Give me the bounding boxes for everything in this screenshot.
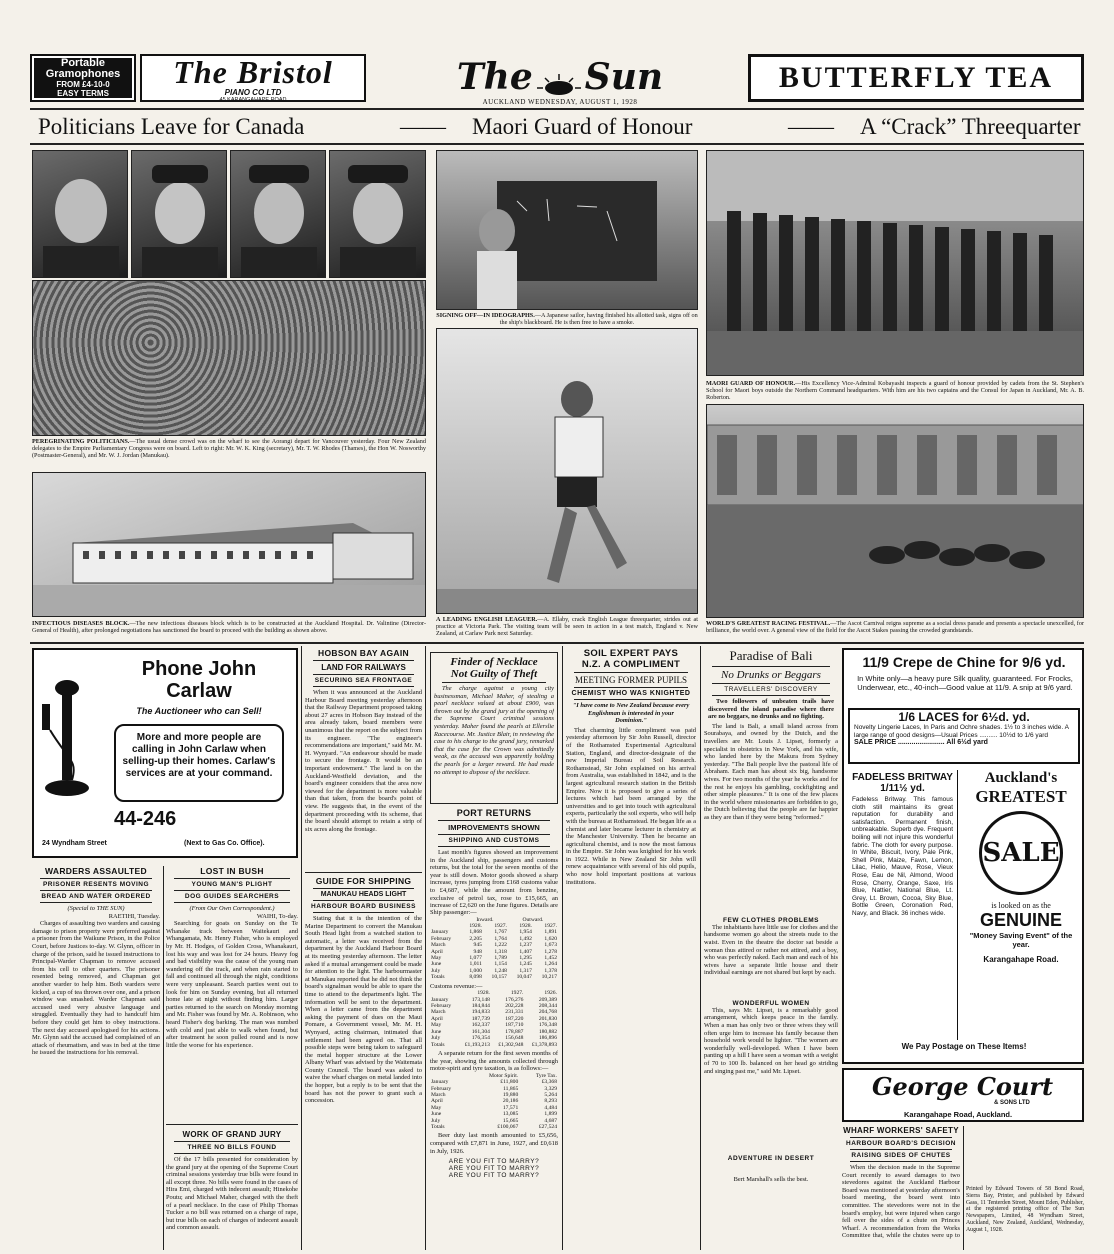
gramophone-line1: Portable xyxy=(60,57,105,69)
table-row: February 11,865 3,329 xyxy=(431,1085,557,1092)
carlaw-phone: 44-246 xyxy=(114,808,177,830)
soil-article xyxy=(566,648,696,1250)
port-article xyxy=(430,808,558,1250)
warders-article xyxy=(32,866,160,1250)
fit-to-marry-3: ARE YOU FIT TO MARRY? xyxy=(448,1172,540,1180)
laces-head: 1/6 LACES for 6½d. yd. xyxy=(898,710,1030,724)
hospital-caption xyxy=(32,620,426,634)
lost-sub2: DOG GUIDES SEARCHERS xyxy=(184,893,280,900)
sailor-caption xyxy=(436,312,698,326)
hospital-caption-text: —The new infectious diseases block which is to be constructed at the Auckland Hospital. Dr. Valintine (Director-General of Health), after prolonged negotiations has sanctioned the board to proceed with the building as shown above. xyxy=(32,620,427,635)
greatest-is-looked: is looked on as the xyxy=(991,901,1051,910)
banner-rule xyxy=(30,143,1084,145)
table-row: April 20,186 8,293 xyxy=(431,1098,557,1105)
table-row: March 194,833 231,331 204,768 xyxy=(431,1009,557,1016)
guide-article xyxy=(305,876,422,1250)
bali-sub3: FEW CLOTHES PROBLEMS xyxy=(723,916,819,924)
lost-special: (From Our Own Correspondent.) xyxy=(189,905,275,912)
photo-section-rule xyxy=(30,642,1084,644)
col-sep-3 xyxy=(562,646,563,1250)
table-row: March 945 1,222 1,237 1,673 xyxy=(431,942,557,949)
league-caption-head: A LEADING ENGLISH LEAGUER. xyxy=(436,616,538,623)
table-row: April 187,739 187,220 201,830 xyxy=(431,1015,557,1022)
banner-dash1: —— xyxy=(400,114,446,139)
customs-years-row: 1928. 1927. 1926. xyxy=(477,990,557,997)
necklace-body: The charge against a young city businessman, Michael Maher, of stealing a pearl necklace valued at about £900, was thrown out by the grand jury at the opening of the Supreme Court criminal sessions yesterday. Maher found the pearls at Ellerslie Racecourse. Mr. Justice Blair, in reviewing the case to his charge to the grand jury, remarked that the case for the Crown was admittedly weak, as the accused was apparently holding the pearls for a larger reward. He had made no attempt to dispose of the necklace. xyxy=(434,685,554,776)
table-row: January 1,868 1,767 1,954 1,891 xyxy=(431,929,557,936)
hobson-sub1: LAND FOR RAILWAYS xyxy=(321,663,406,672)
soil-sub2: CHEMIST WHO WAS KNIGHTED xyxy=(571,690,691,697)
port-ship-label: Ship passenger:— xyxy=(430,909,477,916)
wharf-left xyxy=(842,1126,960,1250)
sailor-caption-head: SIGNING OFF—IN IDEOGRAPHS. xyxy=(436,312,535,319)
port-beer: Beer duty last month amounted to £5,656, compared with £7,871 in June, 1927, and £0,618 in July, 1926. xyxy=(430,1132,558,1155)
greatest-genuine: GENUINE xyxy=(979,910,1062,930)
maori-caption xyxy=(706,380,1084,402)
portraits-row xyxy=(32,150,426,278)
laces-box xyxy=(848,708,1080,764)
carlaw-tagline: The Auctioneer who can Sell! xyxy=(136,706,262,716)
wharf-imprint: Printed by Edward Towers of 58 Bond Road, Sierra Bay, Printer, and published by Edward Gass, 11 Tenterden Street, Mount Eden, Publisher, at the registered printing office of The Sun Newspapers, Limited, 48 Wyndham Street, Auckland, New Zealand, Auckland, Wednesday, August 1, 1928. xyxy=(966,1186,1084,1233)
racing-caption-text: —The Ascot Carnival reigns supreme as a social dress parade and presents a spectacle unexcelled, for brilliance, the world over. A general view of the field for the Ascot Stakes passing the crowded grandstands. xyxy=(706,620,1085,635)
table-row: February 2,205 1,764 1,492 1,620 xyxy=(431,935,557,942)
masthead-rule xyxy=(30,108,1084,110)
bali-article xyxy=(704,648,838,1250)
postage-note: We Pay Postage on These Items! xyxy=(901,1042,1027,1051)
wharf-sep xyxy=(963,1126,964,1250)
telephone-icon xyxy=(38,670,98,810)
hospital-drawing xyxy=(32,472,426,617)
table-row: January 173,148 176,276 209,389 xyxy=(431,996,557,1003)
motor-head-row: Motor Spirit. Tyre Tax. xyxy=(489,1072,557,1079)
crepe-headline: 11/9 Crepe de Chine for 9/6 yd. xyxy=(862,654,1066,670)
bali-intro: Two followers of unbeaten trails have discovered the island paradise where there are no beggars, no drunks and no fighting. xyxy=(708,698,834,721)
bali-head: Paradise of Bali xyxy=(729,648,813,663)
league-caption-text: —A. Ellaby, crack English League threequarter, strides out at practice at Victoria Park. The visiting team will be seen in action in a test match, England v. New Zealand, at Carlaw Park next Saturday. xyxy=(436,616,699,638)
politicians-caption xyxy=(32,438,426,460)
gramophone-line4: EASY TERMS xyxy=(57,89,109,98)
table-row: May 1,077 1,789 1,295 1,452 xyxy=(431,955,557,962)
bristol-ad xyxy=(140,54,366,102)
passengers-years-row: 1928. 1927. 1928. 1927. xyxy=(469,923,557,929)
sailor-photo xyxy=(436,150,698,310)
soil-head1: SOIL EXPERT PAYS xyxy=(583,648,679,659)
table-row: April 948 1,318 1,407 1,278 xyxy=(431,948,557,955)
butterfly-tea-ad: BUTTERFLY TEA xyxy=(748,54,1084,102)
banner-headline xyxy=(30,112,1084,142)
table-row: July 1,000 1,248 1,317 1,378 xyxy=(431,967,557,974)
banner-part1: Politicians Leave for Canada xyxy=(38,114,305,139)
carlaw-title1: Phone John xyxy=(141,658,257,680)
lost-body: Searching for goats on Sunday on the Te Whanake track between Waitekauri and Whangamata, Mr. Henry Fisher, who is employed by Mr. H. Hodges, of Golden Cross, Whanakauri, lost his way and was lost for 24 hours. Heavy fog and bad visibility was the cause of the young man wandering off the track, and when rain started to fall and continued all through the night, conditions were very unpleasant. Search parties went out to look for him on Sunday evening, but all returned home late at night without finding him. Larger parties returned to the search on Monday morning and Mr. Fisher was found by Mr. A. Robinson, who heard Fisher's dog barking. The man was numbed with cold and just able to walk when found, but after treatment he soon pulled round and is now little the worse for his experience. xyxy=(166,920,298,1049)
portrait-nosworthy xyxy=(230,150,326,278)
soil-sub1: MEETING FORMER PUPILS xyxy=(574,675,687,685)
bali-body3: This, says Mr. Lipset, is a remarkably good arrangement, which keeps peace in the family. When a man has only two or three wives they will often urge him to increase his family because then household work would be lighter. "The women are wonderfully well-developed. When I have been panting up a hill I have seen a woman with a weight of 70 to 100 lb. balanced on her head go striding and singing past me," said Mr. Lipset. xyxy=(704,1006,838,1075)
laces-sale-price: SALE PRICE ........................ All 6½d yard xyxy=(854,739,988,746)
carlaw-note: (Next to Gas Co. Office). xyxy=(184,840,265,847)
bali-sub4: WONDERFUL WOMEN xyxy=(732,999,810,1007)
lost-article xyxy=(166,866,298,1118)
col-sep-1 xyxy=(301,646,302,1250)
soil-body: That charming little compliment was paid yesterday afternoon by Sir John Russell, director of the Rothamsted Experimental Agricultural Station, England, and director-designate of the new Imperial Bureau of Soil Research. Rothamstead, Sir John explained on his arrival from Australia, was established in 1842, and is the largest agricultural research station in the British Empire. Now it is proposed to give a series of lectures which had been arranged by the universities and to get into touch with agricultural experts, particularly the soil experts, who will help with the bureau at Rothamstead. He began life as a chemist and later became lecturer in chemistry at the Manchester University. Then he became an agricultural chemist, and is now the most famous in the Empire. Sir John was knighted for his work in 1922. While in New Zealand Sir John will renew acquaintance with several of his old pupils, who now hold important positions at various institutions. xyxy=(566,726,696,886)
jury-sub: THREE NO BILLS FOUND xyxy=(187,1144,277,1151)
col-sep-0 xyxy=(163,866,164,1250)
table-row: July 15,665 4,687 xyxy=(431,1117,557,1124)
britway-body: Fadeless Britway. This famous cloth still maintains its great reputation for durability and satisfaction. Permanent finish, unbreakable. Superb dye. Frequent boiling will not injure this wonderful fabric. The cloth for every purpose. In White, Biscuit, Ivory, Pale Pink, Shell Pink, Maize, Fawn, Lemon, Lilac, Helio, Mauve, Rose, Vieux Rose, Eau de Nil, Almond, Wood Rose, Cherry, Orange, Saxe, Iris Blue, Nattier, National Blue, Lt. Grey, Lt. Brown, Cocoa, Sky Blue, Bottle Green, Coronation Red, Navy, and Black. 36 inches wide. xyxy=(852,796,953,917)
warders-special: (Special to THE SUN) xyxy=(67,905,125,912)
col-sep-2 xyxy=(425,646,426,1250)
warders-dateline: RAETIHI, Tuesday. xyxy=(108,912,160,920)
greatest-sale-box xyxy=(962,770,1080,1040)
portrait-king xyxy=(32,150,128,278)
maori-guard-photo xyxy=(706,150,1084,376)
soil-head2: N.Z. A COMPLIMENT xyxy=(581,659,681,670)
carlaw-address: 24 Wyndham Street xyxy=(42,840,107,847)
greatest-line2: GREATEST xyxy=(975,787,1067,806)
table-row: June 13,085 1,899 xyxy=(431,1111,557,1118)
hobson-head: HOBSON BAY AGAIN xyxy=(318,648,409,658)
racing-caption-head: WORLD'S GREATEST RACING FESTIVAL. xyxy=(706,620,831,627)
jury-body: Of the 17 bills presented for consideration by the grand jury at the opening of the Supreme Court criminal sessions yesterday true bills were found in all except three. No bills were found in the cases of Hira Emi, charged with indecent assault; Hinekohe Poutu; and Michael Maher, charged with the theft of a pearl necklace. In the case of Philip Thomas Tucker a no bill was returned on a charge of rape, but true bills on each of charges of indecent assault and common assault. xyxy=(166,1156,298,1232)
carlaw-title2: Carlaw xyxy=(166,680,232,702)
guide-rule xyxy=(305,872,422,873)
warders-sub2: BREAD AND WATER ORDERED xyxy=(41,893,151,900)
sun-emblem-icon xyxy=(537,74,581,96)
guide-sub1: MANUKAU HEADS LIGHT xyxy=(320,891,407,898)
politicians-caption-head: PEREGRINATING POLITICIANS. xyxy=(32,438,130,445)
sailor-caption-text: —A Japanese sailor, having finished his allotted task, signs off on the ship's blackboard. He is then free to have a smoke. xyxy=(499,312,698,327)
bali-sub1: No Drunks or Beggars xyxy=(721,669,821,681)
jury-head: WORK OF GRAND JURY xyxy=(182,1130,282,1139)
hobson-body: When it was announced at the Auckland Harbour Board meeting yesterday afternoon that the Railway Department proposed taking about 27 acres in Hobson Bay instead of the area already taken, board members were unanimous that the report on the subject from its engineer. "The engineer's recommendations are important," said Mr. M. H. Wynyard. "An endeavour should be made to secure the frontage. It would be an important endowment." The land is on the Auckland-Westfield deviation, and the board's engineer considers that the area now viewed for the department is more valuable than that taken, from the board's point of view. He suggests that, in the event of the department proceeding with its scheme, that the board should attempt to retain a strip of six acres along the frontage. xyxy=(305,689,422,833)
soil-quote: "I have come to New Zealand because every Englishman is interested in your Dominion." xyxy=(572,702,690,725)
col-sep-4 xyxy=(700,646,701,1250)
portrait-rhodes xyxy=(131,150,227,278)
hospital-caption-head: INFECTIOUS DISEASES BLOCK. xyxy=(32,620,130,627)
paper-nameplate xyxy=(430,56,690,96)
lost-dateline: WAIHI, To-day. xyxy=(256,912,298,920)
crowd-photo xyxy=(32,280,426,436)
passengers-table xyxy=(430,917,558,981)
motor-table xyxy=(430,1073,558,1131)
league-photo xyxy=(436,328,698,614)
customs-total-row: Totals £1,193,213 £1,302,948 £1,378,893 xyxy=(431,1041,557,1048)
necklace-article xyxy=(430,652,558,804)
lost-head: LOST IN BUSH xyxy=(200,866,264,876)
port-head: PORT RETURNS xyxy=(456,808,532,818)
table-row: February 184,844 202,228 208,344 xyxy=(431,1003,557,1010)
wharf-sub1: HARBOUR BOARD'S DECISION xyxy=(846,1140,956,1147)
port-sub1: IMPROVEMENTS SHOWN xyxy=(448,823,540,832)
gramophone-ad xyxy=(30,54,136,102)
necklace-head1: Finder of Necklace xyxy=(450,656,538,668)
jury-rule xyxy=(166,1124,298,1125)
fit-to-marry-2: ARE YOU FIT TO MARRY? xyxy=(448,1165,540,1173)
bristol-address: 45 KARANGAHAPE ROAD xyxy=(219,97,287,103)
bristol-sub: PIANO CO LTD xyxy=(224,88,282,97)
table-row: May 162,337 187,710 176,348 xyxy=(431,1022,557,1029)
bali-signoff: Bert Marshall's sells the best. xyxy=(733,1175,809,1183)
carlaw-ad xyxy=(32,648,298,858)
wharf-sub2: RAISING SIDES OF CHUTES xyxy=(851,1152,951,1159)
guide-body: Stating that it is the intention of the Marine Department to convert the Manukau South Head light from a watched station to automatic, a letter was received from the department by the Auckland Harbour Board at its meeting yesterday afternoon. The letter asked if a mutual arrangement could be made for attention to the light. The harbourmaster at Manukau reported that he did not think the board's signalman would be able to spare the time to attend to the department's light. The information will be sent to the department. When a letter came from the department asking the payment of dues on the Maui Pomare, a Government vessel, Mr. M. H. Wynyard, acting chairman, intimated that settlement had been agreed on. That all possible steps were being taken to safeguard the metal hopper structure at the Lower Albany Wharf was advised by the Waitemata County Council. The board was asked to waive the wharf charges on metal landed into the hopper, but a reply is to be sent that the board has not the power to grant such a concession. xyxy=(305,915,422,1105)
wharf-article xyxy=(842,1126,1084,1250)
nameplate-the: The xyxy=(456,56,533,98)
george-court-ad xyxy=(842,648,1084,1064)
george-court-address: Karangahape Road, Auckland. xyxy=(904,1110,1013,1119)
britway-title: FADELESS BRITWAY 1/11½ yd. xyxy=(852,772,953,794)
customs-table xyxy=(430,990,558,1048)
banner-part2: Maori Guard of Honour xyxy=(472,114,693,139)
table-row: June 161,304 178,887 180,882 xyxy=(431,1028,557,1035)
george-court-sub: & SONS LTD xyxy=(994,1100,1030,1106)
bali-body2: The inhabitants have little use for clothes and the handsome women go about the streets nude to the waist. Even in the theatre the doctor sat beside a woman thus attired or rather not attired, and a boy, who was perfectly naked. Each man and each of his wives have a separate little house and their individual earnings are not shared but kept by each. xyxy=(704,923,838,977)
guide-sub2: HARBOUR BOARD BUSINESS xyxy=(311,903,416,910)
portrait-jordan xyxy=(329,150,426,278)
racing-photo xyxy=(706,404,1084,618)
nameplate-sun: Sun xyxy=(584,56,664,98)
maori-caption-text: —His Excellency Vice-Admiral Kobayashi inspects a guard of honour provided by cadets from the St. Stephen's School for Maori boys outside the Northern Command headquarters. With him are his two captains and the Consul for Japan in Auckland, Mr. A. B. Roberton. xyxy=(706,380,1085,402)
warders-head: WARDERS ASSAULTED xyxy=(45,866,147,876)
bali-sub5: ADVENTURE IN DESERT xyxy=(727,1154,815,1162)
britway-box xyxy=(848,770,958,1040)
gramophone-line3: FROM £4-10-0 xyxy=(56,80,110,89)
wharf-head: WHARF WORKERS' SAFETY xyxy=(843,1126,959,1135)
league-caption xyxy=(436,616,698,638)
greatest-line1: Auckland's xyxy=(984,770,1058,786)
table-row: March 19,880 5,264 xyxy=(431,1091,557,1098)
bristol-name: The Bristol xyxy=(173,54,333,90)
gramophone-line2: Gramophones xyxy=(45,68,121,80)
carlaw-body: More and more people are calling in John Carlaw when selling-up their homes. Carlaw's services are at your command. xyxy=(114,724,284,802)
george-court-logo xyxy=(842,1068,1084,1122)
maori-caption-head: MAORI GUARD OF HONOUR. xyxy=(706,380,796,387)
port-sub2: SHIPPING AND CUSTOMS xyxy=(448,837,540,844)
motor-total-row: Totals £100,067 £27,524 xyxy=(431,1123,557,1130)
greatest-money: "Money Saving Event" of the year. xyxy=(969,931,1073,949)
table-row: July 176,354 156,648 186,896 xyxy=(431,1035,557,1042)
sale-text: SALE xyxy=(982,838,1060,868)
guide-head: GUIDE FOR SHIPPING xyxy=(315,876,412,886)
table-row: May 17,571 4,484 xyxy=(431,1104,557,1111)
politicians-caption-text: —The usual dense crowd was on the wharf to see the Aorangi depart for Vancouver yesterday. Four New Zealand delegates to the Empire Parliamentary Congress were on board. Left to right: Mr. W. K. King (secretary), Mr. T. W. Rhodes (Thames), the Hon W. Nosworthy (Postmaster-General), and Mr. W. J. Jordan (Manukau). xyxy=(32,438,426,460)
racing-caption xyxy=(706,620,1084,634)
crepe-body: In White only—a heavy pure Silk quality, guaranteed. For Frocks, Underwear, etc., 40-inch—Good value at 11/9. A snip at 9/6 yard. xyxy=(857,674,1073,692)
sale-emblem xyxy=(979,811,1063,895)
laces-body: Novelty Lingerie Laces, In Paris and Ochre shades. 1½ to 3 inches wide. A large range of good designs—Usual Prices .......... 10½d to 1/6 yard xyxy=(854,724,1069,739)
warders-body: Charges of assaulting two warders and causing damage to prison property were preferred against a prisoner from the Waikune Prison, in the Police Court, before Justices to-day. W. Glynn, officer in charge of the prison, said he issued instructions to Principal-Warder Chapman to remove accused from his cell to other quarters. The prisoner resented being removed, and Chapman got another warder to help him. Both warders were kicked, a cup of tea thrown over one, and a prison window was smashed. Warder Chapman said accused used very abusive language and struggled. Eventually they had to handcuff him before they could get him to obey instructions. The next day accused apologised for his actions. Mr. Glynn said the accused had complained of an attack of rheumatism, and was in bed at the time he issued the instructions for his removal. xyxy=(32,920,160,1057)
dateline: AUCKLAND WEDNESDAY, AUGUST 1, 1928 xyxy=(482,98,638,106)
port-motor-intro: A separate return for the first seven months of the year, showing the amounts collected through motor-spirit and tyre taxation, is as follows:— xyxy=(430,1049,558,1073)
fit-to-marry-1: ARE YOU FIT TO MARRY? xyxy=(448,1158,540,1166)
table-row: June 1,011 1,154 1,245 1,264 xyxy=(431,961,557,968)
jury-article xyxy=(166,1130,298,1250)
george-court-name: George Court xyxy=(872,1072,1054,1101)
banner-dash2: —— xyxy=(788,114,834,139)
greatest-place: Karangahape Road. xyxy=(983,955,1059,964)
necklace-head2: Not Guilty of Theft xyxy=(450,668,538,680)
banner-part3: A “Crack” Threequarter xyxy=(860,114,1081,139)
port-body: Last month's figures showed an improvement in the Auckland ship, passengers and customs returns, but the total for the seven months of the year is still down. Motor goods showed a sharp increase, tyres jumping from £168 customs value to £4,687, while the amount from benzine, exclusive of petrol tax, rose to £15,665, an increase of £2,620 on the June figures. Details are xyxy=(430,849,558,909)
wharf-body: When the decision made in the Supreme Court recently to award damages to two stevedores against the Auckland Harbour Board was mentioned at yesterday afternoon's board meeting, the board went into committee. The stevedores were not in the board's employ, but were injured when cargo fell over the sides of a chute on Princes Wharf. A recommendation from the Works Committee that, while the chutes were up to xyxy=(842,1164,960,1240)
passengers-head-row: Inward. Outward. xyxy=(476,916,544,923)
hobson-article xyxy=(305,648,422,870)
table-row: January £11,800 £3,368 xyxy=(431,1079,557,1086)
bali-body: The land is Bali, a small island across from Sourabaya, and owned by the Dutch, and the travellers are Mr. Louis J. Lipset, formerly a specialist in obstetrics in New York, and his wife, who landed here by the Makura from Sydney yesterday. "The Bali people live the pastoral life of Abraham. Each man has about six big, handsome wives. For two months of the year he works and for the rest he enjoys his gambling, cockfighting and other simple pleasures." It is one of the few places in the world where missionaries are forbidden to go, the Dutch believing that the people are far happier as they are than if they were being "reformed." xyxy=(704,722,838,821)
port-customs-label: Customs revenue:— xyxy=(430,982,483,990)
passengers-total-row: Totals 8,098 10,157 10,047 10,217 xyxy=(431,974,557,981)
hobson-sub2: SECURING SEA FRONTAGE xyxy=(314,677,413,684)
lost-sub1: YOUNG MAN'S PLIGHT xyxy=(191,881,273,888)
bali-sub2: TRAVELLERS' DISCOVERY xyxy=(724,686,818,693)
warders-sub1: PRISONER RESENTS MOVING xyxy=(42,881,150,888)
